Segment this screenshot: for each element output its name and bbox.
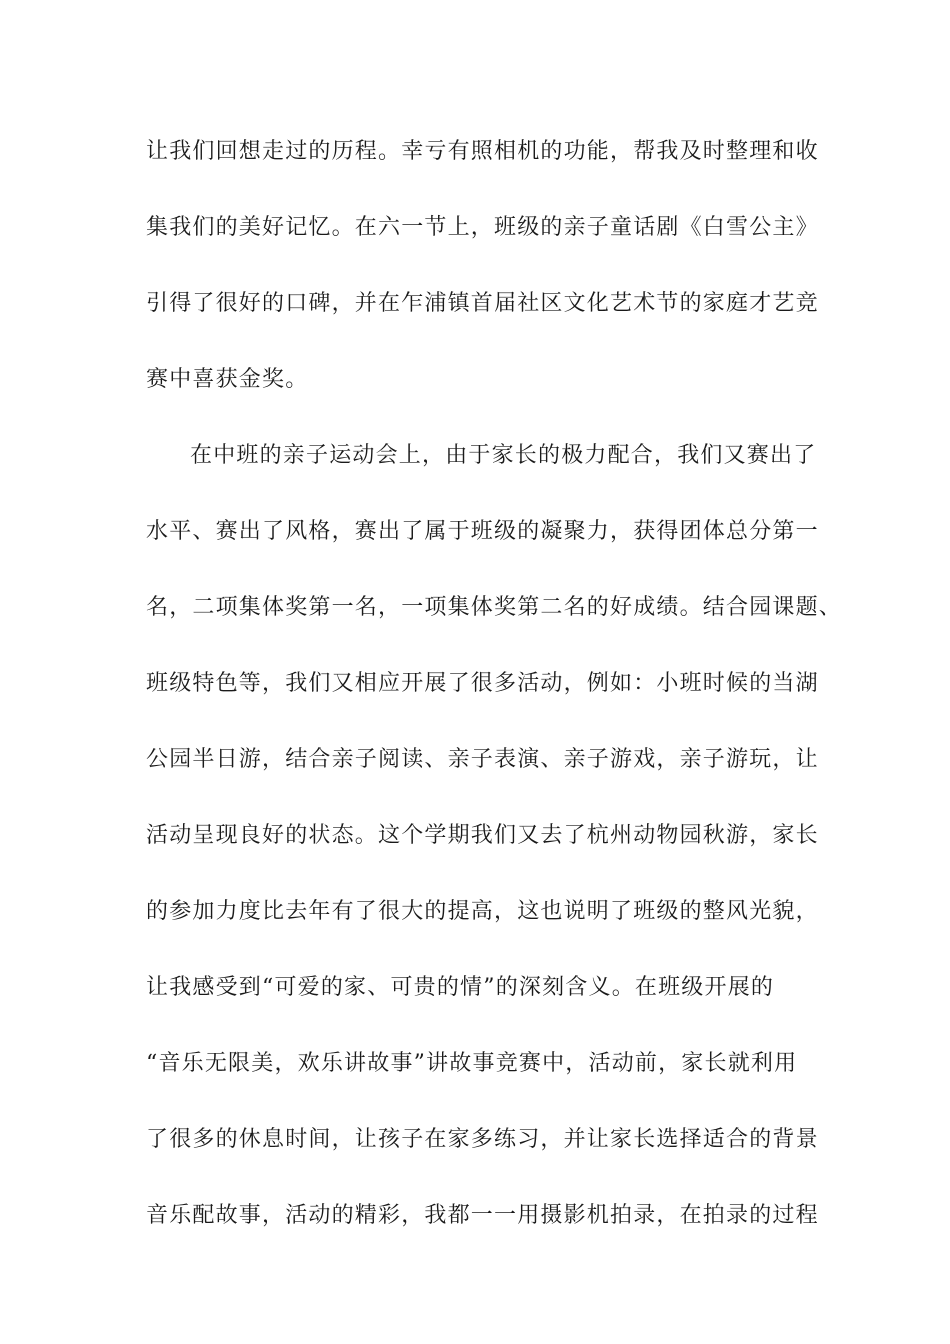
- text-line: 赛中喜获金奖。: [146, 367, 309, 392]
- text-line: 的参加力度比去年有了很大的提高，这也说明了班级的整风光貌，: [146, 899, 819, 924]
- text-line: 集我们的美好记忆。在六一节上，班级的亲子童话剧《白雪公主》: [146, 215, 819, 240]
- text-line: 名，二项集体奖第一名，一项集体奖第二名的好成绩。结合园课题、: [146, 595, 843, 620]
- text-line: 让我们回想走过的历程。幸亏有照相机的功能，帮我及时整理和收: [146, 139, 819, 164]
- text-line: 了很多的休息时间，让孩子在家多练习，并让家长选择适合的背景: [146, 1127, 819, 1152]
- text-line: 水平、赛出了风格，赛出了属于班级的凝聚力，获得团体总分第一: [146, 519, 819, 544]
- text-line: “音乐无限美，欢乐讲故事”讲故事竞赛中，活动前，家长就利用: [146, 1051, 798, 1076]
- text-line: 活动呈现良好的状态。这个学期我们又去了杭州动物园秋游，家长: [146, 823, 819, 848]
- text-line: 公园半日游，结合亲子阅读、亲子表演、亲子游戏，亲子游玩，让: [146, 747, 819, 772]
- text-line: 让我感受到“可爱的家、可贵的情”的深刻含义。在班级开展的: [146, 975, 775, 1000]
- text-line: 音乐配故事，活动的精彩，我都一一用摄影机拍录，在拍录的过程: [146, 1203, 819, 1228]
- text-line: 引得了很好的口碑，并在乍浦镇首届社区文化艺术节的家庭才艺竞: [146, 291, 819, 316]
- text-line: 班级特色等，我们又相应开展了很多活动，例如：小班时候的当湖: [146, 671, 819, 696]
- text-line: 在中班的亲子运动会上，由于家长的极力配合，我们又赛出了: [190, 443, 817, 468]
